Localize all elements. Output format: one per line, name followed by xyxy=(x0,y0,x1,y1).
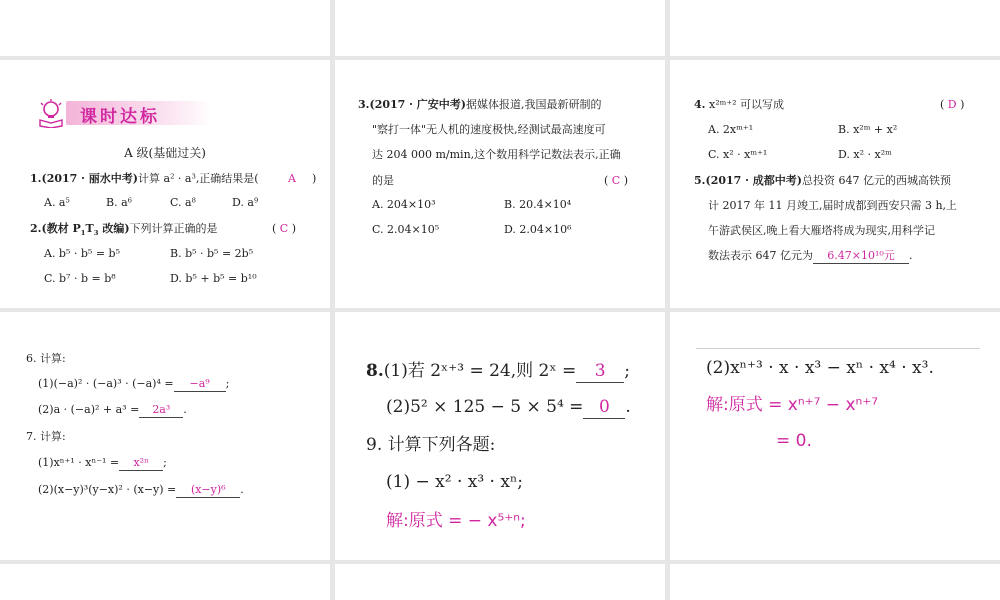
q3-option-c: C. 2.04×10⁵ xyxy=(372,223,440,236)
q1-option-c: C. $a^8$ xyxy=(170,196,196,209)
q4-answer-bracket: ( D ) xyxy=(940,98,965,111)
q8-item1: 8.(1)若 2ˣ⁺³ = 24,则 2ˣ = 3 ; xyxy=(366,361,630,381)
q3-option-a: A. 204×10³ xyxy=(372,198,436,211)
q2-source: (教材 $P_1T_3$ 改编) xyxy=(41,222,130,238)
lightbulb-book-icon xyxy=(36,98,66,128)
q2-option-c: C. b⁷ · b = b⁸ xyxy=(44,272,116,285)
q4-answer: D xyxy=(947,98,957,111)
q5-answer: 6.47×10¹⁰元 xyxy=(813,249,909,264)
level-heading: A 级(基础过关) xyxy=(124,146,206,160)
q2-option-d: D. b⁵ + b⁵ = b¹⁰ xyxy=(170,272,257,285)
q1-option-d: D. $a^9$ xyxy=(232,196,259,209)
q5-line1: 5.(2017 · 成都中考)总投资 647 亿元的西城高铁预 xyxy=(694,174,951,187)
q9-item1-solution: 解:原式 = − x⁵⁺ⁿ; xyxy=(386,511,526,531)
q3-answer: C xyxy=(611,174,621,187)
q6-item1: (1)(−a)² · (−a)³ · (−a)⁴ = −a⁹ ; xyxy=(38,377,230,390)
q1-option-a: A. $a^5$ xyxy=(44,196,70,209)
q8-item2: (2)5² × 125 − 5 × 5⁴ = 0 . xyxy=(386,397,631,417)
q1-option-b: B. $a^6$ xyxy=(106,196,132,209)
q3-line3: 达 204 000 m/min,这个数用科学记数法表示,正确 xyxy=(372,148,621,161)
q7-item2-answer: (x−y)⁶ xyxy=(176,483,240,498)
top-right-tile xyxy=(670,0,1000,56)
q3-line4: 的是 xyxy=(372,174,394,187)
badge-title: 课时达标 xyxy=(80,107,160,127)
q4-option-c: C. x² · xᵐ⁺¹ xyxy=(708,148,768,161)
q8-item2-answer: 0 xyxy=(583,396,625,419)
q6-item1-answer: −a⁹ xyxy=(174,377,226,392)
q1-stem: 1.(2017 · 丽水中考)计算 $a^2 \cdot a^3$,正确结果是( xyxy=(30,172,259,185)
q1-source: (2017 · 丽水中考) xyxy=(41,172,138,185)
q2-answer: C xyxy=(279,222,289,235)
q6-item2-answer: 2a³ xyxy=(139,403,183,418)
q5-line2: 计 2017 年 11 月竣工,届时成都到西安只需 3 h,上 xyxy=(708,199,958,212)
q2-answer-bracket: ( C ) xyxy=(272,222,297,235)
q9-title: 9. 计算下列各题: xyxy=(366,435,496,455)
bottom-right-tile xyxy=(670,564,1000,600)
q3-source: (2017 · 广安中考) xyxy=(369,98,466,111)
q5-source: (2017 · 成都中考) xyxy=(705,174,802,187)
q3-line1: 3.(2017 · 广安中考)据媒体报道,我国最新研制的 xyxy=(358,98,602,111)
q6-title: 6. 计算: xyxy=(26,352,66,365)
q2-stem: 2.(教材 $P_1T_3$ 改编)下列计算正确的是 xyxy=(30,222,218,238)
q9-item2: (2)xⁿ⁺³ · x · x³ − xⁿ · x⁴ · x³. xyxy=(706,358,934,378)
section-badge xyxy=(36,98,212,128)
top-left-tile xyxy=(0,0,330,56)
q2-option-a: A. b⁵ · b⁵ = b⁵ xyxy=(44,247,120,260)
q4-option-d: D. x² · x²ᵐ xyxy=(838,148,892,161)
q4-stem: 4. x²ᵐ⁺² 可以写成 xyxy=(694,98,785,111)
top-center-tile xyxy=(335,0,665,56)
q9-item1: (1) − x² · x³ · xⁿ; xyxy=(386,472,524,492)
q3-answer-bracket: ( C ) xyxy=(604,174,629,187)
q1-close: ) xyxy=(312,172,317,185)
q2-option-b: B. b⁵ · b⁵ = 2b⁵ xyxy=(170,247,254,260)
q7-title: 7. 计算: xyxy=(26,430,66,443)
q1-answer: A xyxy=(288,172,296,185)
q9-item2-solution-2: = 0. xyxy=(776,431,812,451)
q7-item1: (1)xⁿ⁺¹ · xⁿ⁻¹ = x²ⁿ ; xyxy=(38,456,167,469)
q6-item2: (2)a · (−a)² + a³ = 2a³ . xyxy=(38,403,187,416)
q9-item2-solution-1: 解:原式 = xⁿ⁺⁷ − xⁿ⁺⁷ xyxy=(706,395,879,415)
q5-line3: 午游武侯区,晚上看大雁塔将成为现实,用科学记 xyxy=(708,224,935,237)
bottom-left-tile xyxy=(0,564,330,600)
q3-line2: "察打一体"无人机的速度极快,经测试最高速度可 xyxy=(372,123,606,136)
q4-option-b: B. x²ᵐ + x² xyxy=(838,123,898,136)
divider-line xyxy=(696,348,980,349)
q3-option-d: D. 2.04×10⁶ xyxy=(504,223,572,236)
q5-line4: 数法表示 647 亿元为 6.47×10¹⁰元 . xyxy=(708,249,913,262)
bottom-center-tile xyxy=(335,564,665,600)
q4-option-a: A. 2xᵐ⁺¹ xyxy=(708,123,754,136)
q7-item1-answer: x²ⁿ xyxy=(119,456,163,471)
q3-option-b: B. 20.4×10⁴ xyxy=(504,198,572,211)
q8-item1-answer: 3 xyxy=(576,360,624,383)
slide-right-bottom xyxy=(670,312,1000,560)
q7-item2: (2)(x−y)³(y−x)² · (x−y) = (x−y)⁶ . xyxy=(38,483,244,496)
